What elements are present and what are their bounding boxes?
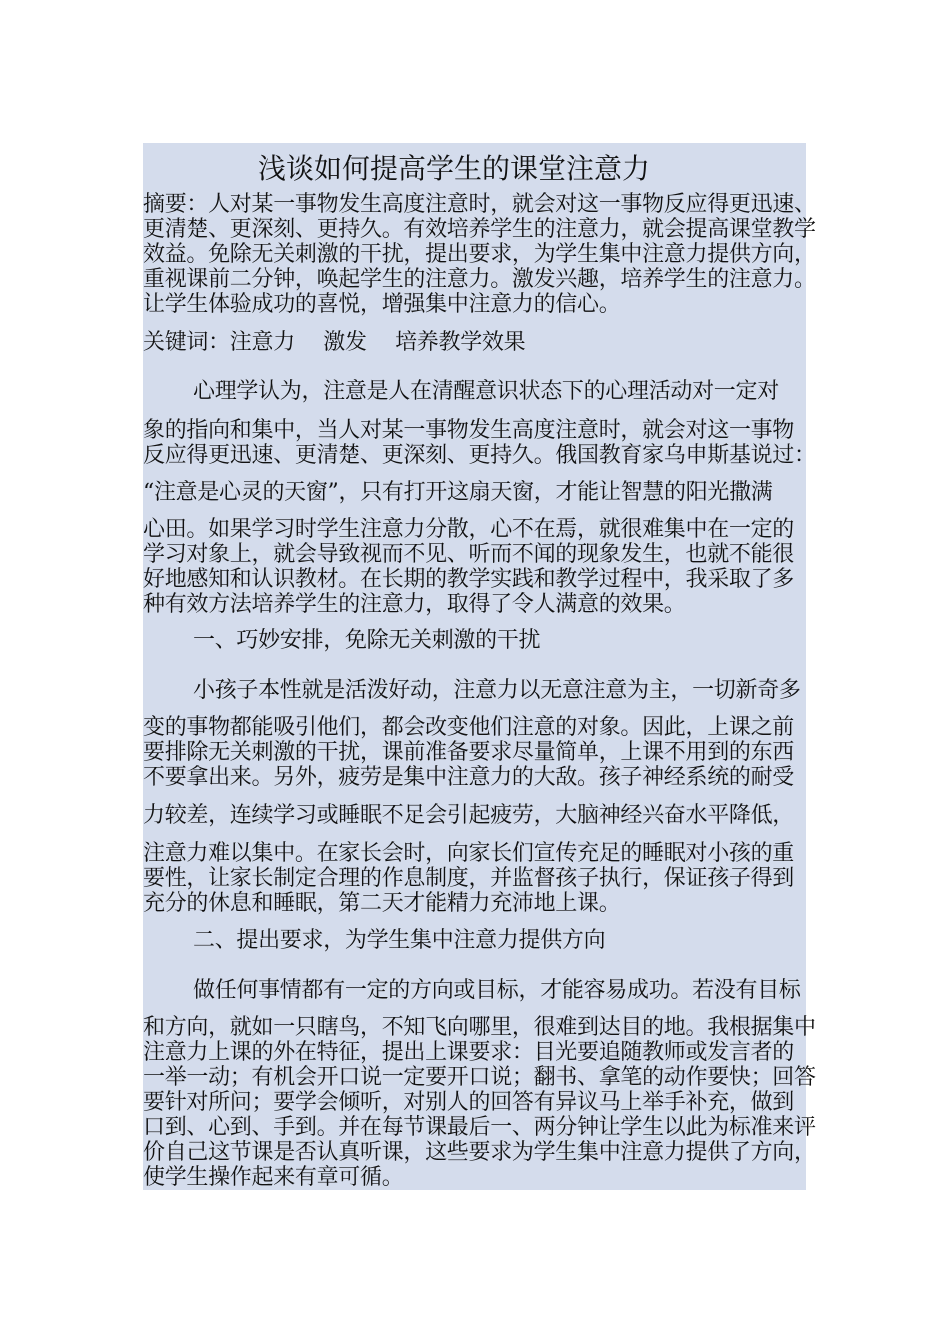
abstract-line: 摘要：人对某一事物发生高度注意时，就会对这一事物反应得更迅速、 [143, 192, 816, 217]
paragraph-line: 要排除无关刺激的干扰，课前准备要求尽量简单，上课不用到的东西 [143, 740, 795, 765]
keywords-line: 关键词：注意力 激发 培养教学效果 [143, 330, 526, 355]
paragraph-line: 充分的休息和睡眠，第二天才能精力充沛地上课。 [143, 891, 621, 916]
paragraph-line: 做任何事情都有一定的方向或目标，才能容易成功。若没有目标 [193, 978, 801, 1003]
paragraph-line: 变的事物都能吸引他们，都会改变他们注意的对象。因此，上课之前 [143, 715, 795, 740]
abstract-line: 重视课前二分钟，唤起学生的注意力。激发兴趣，培养学生的注意力。 [143, 267, 816, 292]
paragraph-line: 反应得更迅速、更清楚、更深刻、更持久。俄国教育家乌申斯基说过： [143, 443, 816, 468]
abstract-line: 效益。免除无关刺激的干扰，提出要求，为学生集中注意力提供方向， [143, 242, 816, 267]
paragraph-line: 种有效方法培养学生的注意力，取得了令人满意的效果。 [143, 592, 686, 617]
paragraph-line: 价自己这节课是否认真听课，这些要求为学生集中注意力提供了方向， [143, 1140, 816, 1165]
paragraph-line: 一举一动；有机会开口说一定要开口说；翻书、拿笔的动作要快；回答 [143, 1065, 816, 1090]
paragraph-line: 小孩子本性就是活泼好动，注意力以无意注意为主，一切新奇多 [193, 678, 801, 703]
paragraph-line: 象的指向和集中，当人对某一事物发生高度注意时，就会对这一事物 [143, 418, 795, 443]
document-title: 浅谈如何提高学生的课堂注意力 [258, 152, 651, 185]
paragraph-line: 使学生操作起来有章可循。 [143, 1165, 404, 1190]
paragraph-line: 口到、心到、手到。并在每节课最后一、两分钟让学生以此为标准来评 [143, 1115, 816, 1140]
paragraph-line: 要性，让家长制定合理的作息制度，并监督孩子执行，保证孩子得到 [143, 866, 795, 891]
paragraph-line: 心理学认为，注意是人在清醒意识状态下的心理活动对一定对 [193, 379, 779, 404]
paragraph-line: 注意力上课的外在特征，提出上课要求：目光要追随教师或发言者的 [143, 1040, 795, 1065]
paragraph-line: 注意力难以集中。在家长会时，向家长们宣传充足的睡眠对小孩的重 [143, 841, 795, 866]
paragraph-line: “注意是心灵的天窗”，只有打开这扇天窗，才能让智慧的阳光撒满 [143, 480, 773, 505]
paragraph-line: 学习对象上，就会导致视而不见、听而不闻的现象发生，也就不能很 [143, 542, 795, 567]
paragraph-line: 和方向，就如一只瞎鸟，不知飞向哪里，很难到达目的地。我根据集中 [143, 1015, 816, 1040]
paragraph-line: 力较差，连续学习或睡眠不足会引起疲劳，大脑神经兴奋水平降低， [143, 803, 795, 828]
paragraph-line: 不要拿出来。另外，疲劳是集中注意力的大敌。孩子神经系统的耐受 [143, 765, 795, 790]
section-heading: 一、巧妙安排，免除无关刺激的干扰 [193, 628, 541, 653]
paragraph-line: 好地感知和认识教材。在长期的教学实践和教学过程中，我采取了多 [143, 567, 795, 592]
paragraph-line: 心田。如果学习时学生注意力分散，心不在焉，就很难集中在一定的 [143, 517, 795, 542]
abstract-line: 更清楚、更深刻、更持久。有效培养学生的注意力，就会提高课堂教学 [143, 217, 816, 242]
paragraph-line: 要针对所问；要学会倾听，对别人的回答有异议马上举手补充，做到 [143, 1090, 795, 1115]
abstract-line: 让学生体验成功的喜悦，增强集中注意力的信心。 [143, 292, 621, 317]
section-heading: 二、提出要求，为学生集中注意力提供方向 [193, 928, 606, 953]
